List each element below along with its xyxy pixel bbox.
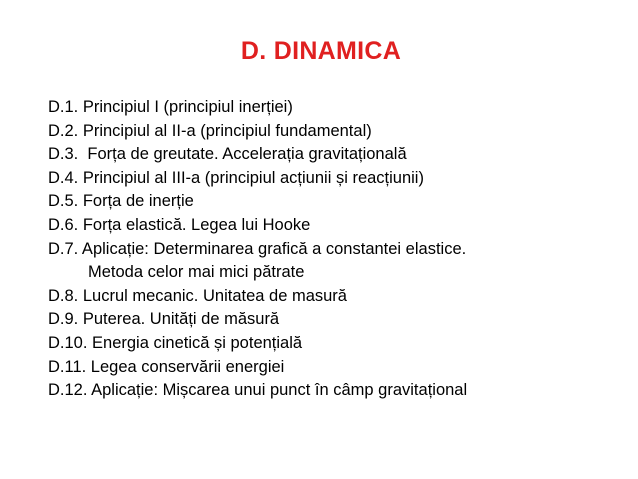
topic-item-d5: D.5. Forța de inerție bbox=[48, 192, 194, 211]
topic-list bbox=[48, 96, 467, 403]
topic-item-d7: D.7. Aplicație: Determinarea grafică a constantei elastice. bbox=[48, 239, 467, 258]
topic-item-d2: D.2. Principiul al II-a (principiul fundamental) bbox=[48, 121, 372, 140]
topic-item-d3: D.3. Forța de greutate. Accelerația gravitațională bbox=[48, 145, 407, 164]
topic-item-d7-continuation: Metoda celor mai mici pătrate bbox=[88, 263, 305, 282]
topic-item-d4: D.4. Principiul al III-a (principiul acțiunii și reacțiunii) bbox=[48, 168, 424, 187]
topic-item-d6: D.6. Forța elastică. Legea lui Hooke bbox=[48, 215, 311, 234]
slide-title: D. DINAMICA bbox=[240, 37, 402, 65]
topic-item-d1: D.1. Principiul I (principiul inerției) bbox=[48, 98, 293, 116]
topic-item-d12: D.12. Aplicație: Mișcarea unui punct în câmp gravitațional bbox=[48, 381, 468, 400]
topic-item-d8: D.8. Lucrul mecanic. Unitatea de masură bbox=[48, 286, 347, 305]
topic-item-d9: D.9. Puterea. Unități de măsură bbox=[48, 310, 280, 329]
topic-item-d10: D.10. Energia cinetică și potențială bbox=[48, 333, 303, 352]
topic-item-d11: D.11. Legea conservării energiei bbox=[48, 357, 285, 376]
